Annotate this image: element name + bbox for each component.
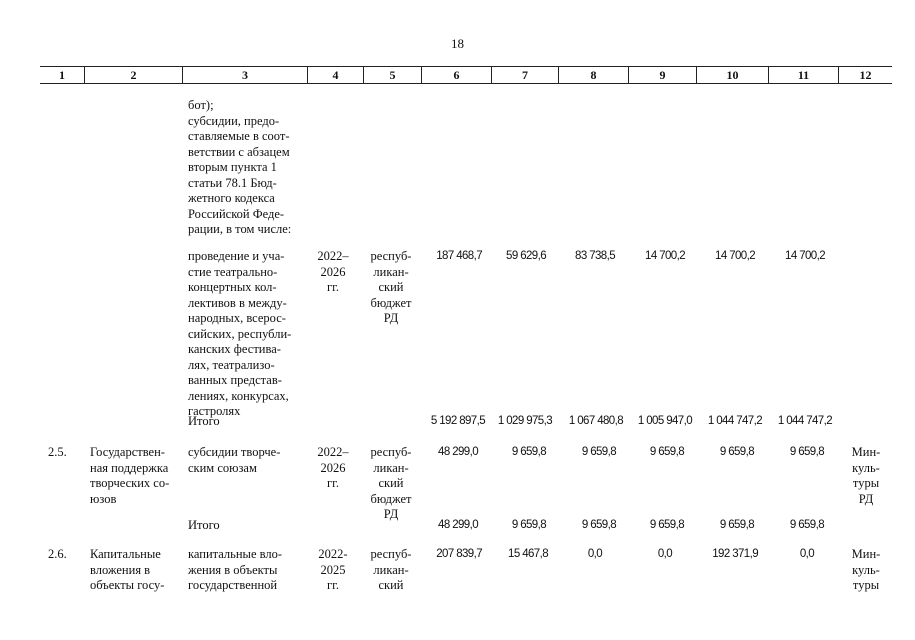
total-value-col6: 48 299,0 (438, 519, 478, 531)
measure-name: Государствен- ная поддержка творческих со- юзов (90, 445, 170, 506)
measure-value-col10: 192 371,9 (712, 548, 758, 560)
header-col-8: 8 (558, 67, 628, 83)
measure-value-col9: 9 659,8 (649, 446, 684, 458)
event-value-col11: 14 700,2 (785, 250, 825, 262)
measure-value-col8: 9 659,8 (581, 446, 616, 458)
measure-value-col9: 0,0 (657, 548, 672, 560)
total-value-col9: 1 005 947,0 (637, 415, 692, 427)
row-number: 2.5. (48, 445, 67, 459)
header-col-4: 4 (307, 67, 363, 83)
event-period: 2022– 2026 гг. (317, 249, 349, 294)
event-value-col10: 14 700,2 (715, 250, 755, 262)
page-number: 18 (451, 36, 464, 51)
total-value-col10: 9 659,8 (719, 519, 754, 531)
measure-name: Капитальные вложения в объекты госу- (90, 547, 165, 592)
header-col-10: 10 (696, 67, 768, 83)
header-col-7: 7 (491, 67, 558, 83)
header-col-1: 1 (59, 68, 65, 82)
event-value-col7: 59 629,6 (506, 250, 546, 262)
total-label: Итого (188, 414, 220, 428)
measure-value-col11: 9 659,8 (789, 446, 824, 458)
event-value-col6: 187 468,7 (436, 250, 482, 262)
header-col-3: 3 (182, 67, 307, 83)
measure-funding-source: респуб- ликан- ский бюджет РД (370, 445, 412, 521)
row-number: 2.6. (48, 547, 67, 561)
measure-description: субсидии творче- ским союзам (188, 445, 281, 475)
total-value-col6: 5 192 897,5 (430, 415, 485, 427)
measure-description: капитальные вло- жения в объекты государственной (188, 547, 283, 592)
measure-value-col10: 9 659,8 (719, 446, 754, 458)
event-value-col9: 14 700,2 (645, 250, 685, 262)
total-label: Итого (188, 518, 220, 532)
total-value-col8: 9 659,8 (581, 519, 616, 531)
total-value-col11: 9 659,8 (789, 519, 824, 531)
total-value-col11: 1 044 747,2 (777, 415, 832, 427)
measure-value-col11: 0,0 (799, 548, 814, 560)
event-funding-source: респуб- ликан- ский бюджет РД (370, 249, 412, 325)
total-value-col8: 1 067 480,8 (568, 415, 623, 427)
event-value-col8: 83 738,5 (575, 250, 615, 262)
measure-funding-source: респуб- ликан- ский (370, 547, 412, 592)
header-col-6: 6 (421, 67, 491, 83)
continuation-text: бот); субсидии, предо- ставляемые в соот- ветствии с абзацем вторым пункта 1 статьи 78.1 Бюд- жетного кодекса Российской Феде- рации, в том числе: (188, 98, 292, 236)
event-description: проведение и уча- стие театрально- концертных кол- лективов в между- народных, всерос- сийских, республи- канских фестива- лях, театрализо- ванных представ- лениях, конкурсах, гастролях (188, 249, 292, 418)
table-header-row (40, 66, 892, 84)
measure-value-col7: 9 659,8 (511, 446, 546, 458)
header-col-2: 2 (84, 67, 182, 83)
measure-value-col6: 207 839,7 (436, 548, 482, 560)
total-value-col7: 9 659,8 (511, 519, 546, 531)
header-col-5: 5 (363, 67, 421, 83)
header-col-9: 9 (628, 67, 696, 83)
measure-value-col8: 0,0 (587, 548, 602, 560)
measure-value-col7: 15 467,8 (508, 548, 548, 560)
measure-period: 2022- 2025 гг. (318, 547, 348, 592)
total-value-col10: 1 044 747,2 (707, 415, 762, 427)
measure-period: 2022– 2026 гг. (317, 445, 349, 490)
total-value-col7: 1 029 975,3 (497, 415, 552, 427)
total-value-col9: 9 659,8 (649, 519, 684, 531)
measure-value-col6: 48 299,0 (438, 446, 478, 458)
measure-executor: Мин- куль- туры РД (851, 445, 881, 506)
header-col-12: 12 (838, 67, 892, 83)
measure-executor: Мин- куль- туры (851, 547, 881, 592)
header-col-11: 11 (768, 67, 838, 83)
